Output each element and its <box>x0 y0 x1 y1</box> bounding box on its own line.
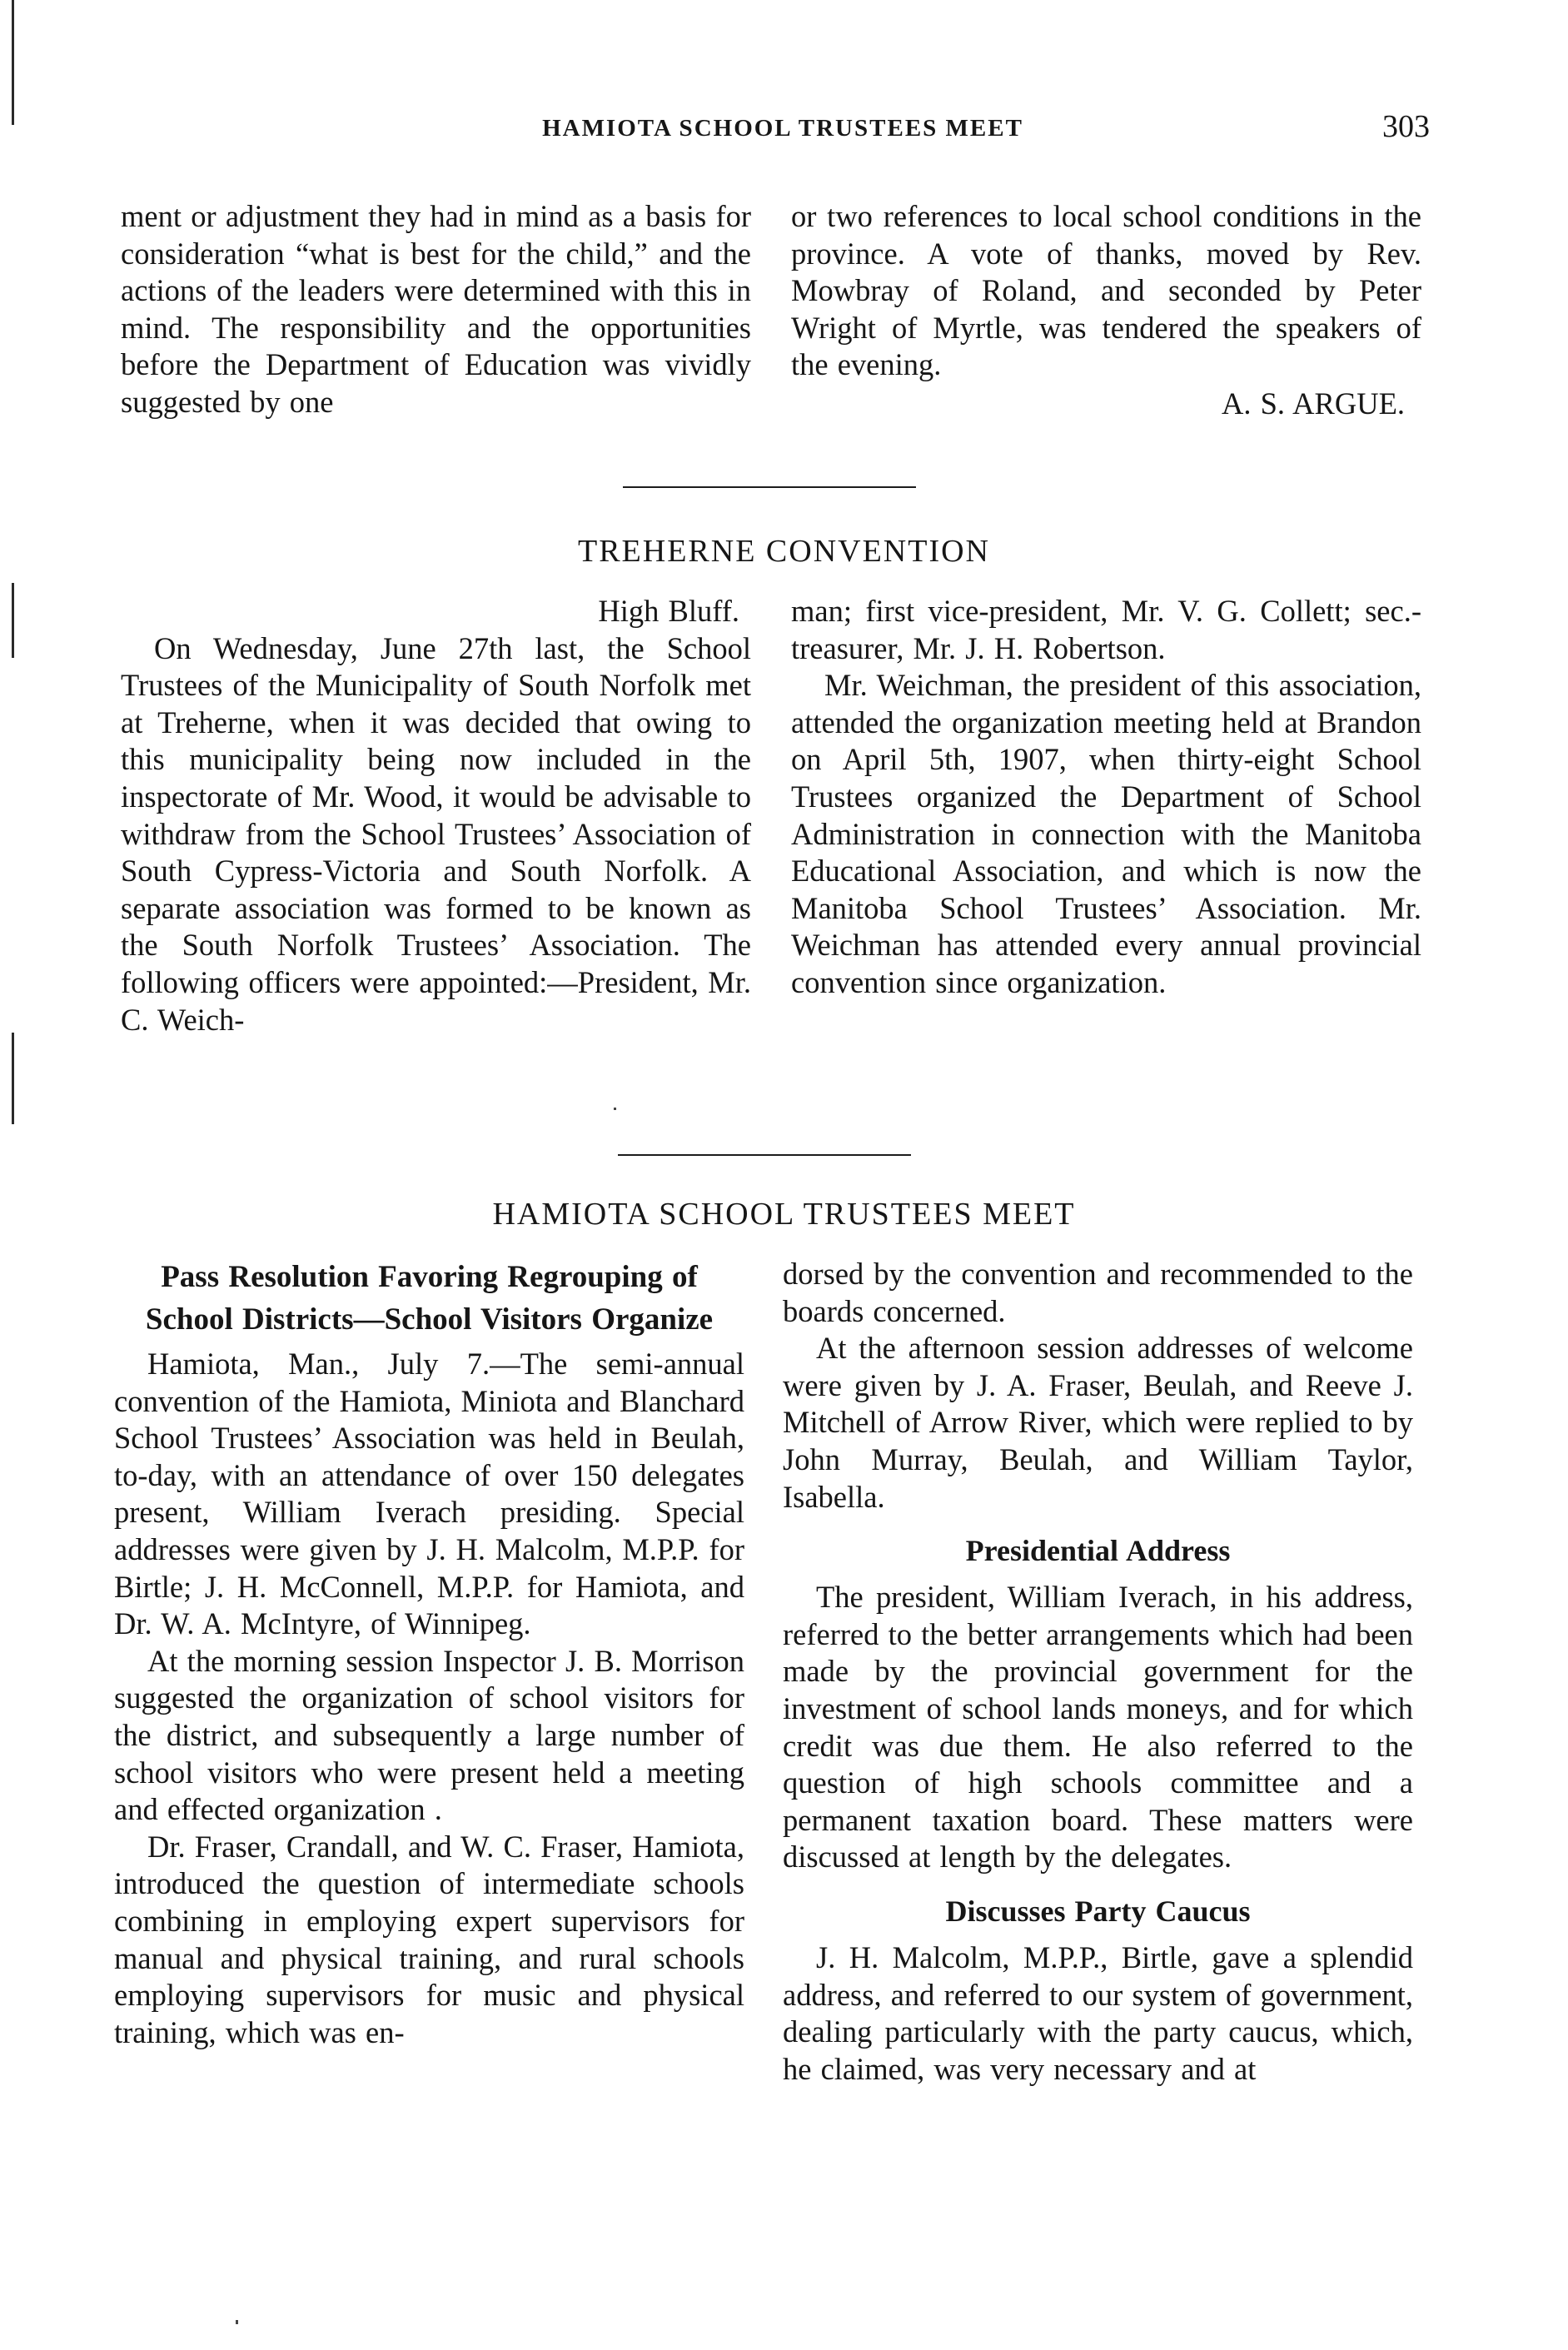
scan-speck <box>236 2320 238 2324</box>
top-left-paragraph: ment or adjustment they had in mind as a basis for consideration “what is best for the child,” and the actions of the leaders were determined with this in mind. The responsibility and the opportunities before the Department of Education was vividly suggested by one <box>121 199 751 419</box>
scan-edge-line <box>12 583 14 658</box>
signature: A. S. ARGUE. <box>1222 386 1405 421</box>
top-left-column <box>121 198 751 421</box>
hamiota-left-paragraph: Dr. Fraser, Crandall, and W. C. Fraser, Hamiota, introduced the question of intermediate schools combining in employing expert supervisors for manual and physical training, and rural schools employing supervisors for music and physical training, which was en- <box>114 1829 744 2049</box>
scan-speck <box>614 1108 616 1110</box>
hamiota-right-paragraph: J. H. Malcolm, M.P.P., Birtle, gave a splendid address, and referred to our system of government, dealing particularly with the party caucus, which, he claimed, was very necessary and at <box>783 1939 1413 2086</box>
treherne-right-column <box>791 593 1421 1002</box>
hamiota-right-paragraph: dorsed by the convention and recommended to the boards concerned. <box>783 1257 1413 1328</box>
treherne-right-paragraph: man; first vice-president, Mr. V. G. Collett; sec.-treasurer, Mr. J. H. Robertson. <box>791 594 1421 665</box>
section-divider <box>618 1154 911 1156</box>
hamiota-right-column <box>783 1256 1413 2088</box>
section-divider <box>623 486 916 488</box>
presidential-address-subhead: Presidential Address <box>965 1534 1231 1568</box>
treherne-title: TREHERNE CONVENTION <box>577 534 990 569</box>
hamiota-right-paragraph: The president, William Iverach, in his address, referred to the better arrangements which had been made by the provincial government for the investment of school lands moneys, and for which credit was due them. He also referred to the question of high schools committee and a permanent taxation board. These matters were discussed at length by the delegates. <box>783 1580 1413 1875</box>
top-right-paragraph: or two references to local school conditions in the province. A vote of thanks, moved by Rev. Mowbray of Roland, and seconded by Peter Wright of Myrtle, was tendered the speakers of the evening. <box>791 199 1421 382</box>
running-head: HAMIOTA SCHOOL TRUSTEES MEET <box>542 115 1023 142</box>
treherne-right-paragraph: Mr. Weichman, the president of this association, attended the organization meeting held at Brandon on April 5th, 1907, when thirty-eight School Trustees organized the Department of School Administration in connection with the Manitoba Educational Association, and which is now the Manitoba School Trustees’ Association. Mr. Weichman has attended every annual provincial convention since organization. <box>791 668 1421 999</box>
treherne-left-column <box>121 593 751 1038</box>
hamiota-title: HAMIOTA SCHOOL TRUSTEES MEET <box>492 1197 1076 1232</box>
hamiota-left-column <box>114 1256 744 2051</box>
treherne-left-paragraph: On Wednesday, June 27th last, the School Trustees of the Municipality of South Norfolk met at Treherne, when it was decided that owing to this municipality being now included in the inspectorate of Mr. Wood, it would be advisable to withdraw from the School Trustees’ Association of South Cypress-Victoria and South Norfolk. A separate association was formed to be known as the South Norfolk Trustees’ Association. The following officers were appointed:—President, Mr. C. Weich- <box>121 630 751 1037</box>
treherne-dateline: High Bluff. <box>598 594 739 628</box>
top-right-column <box>791 198 1421 423</box>
party-caucus-subhead: Discusses Party Caucus <box>945 1894 1251 1928</box>
hamiota-right-paragraph: At the afternoon session addresses of welcome were given by J. A. Fraser, Beulah, and Reeve J. Mitchell of Arrow River, which were replied to by John Murray, Beulah, and William Taylor, Isabella. <box>783 1331 1413 1514</box>
hamiota-headline: Pass Resolution Favoring Regrouping of School Districts—School Visitors Organize <box>145 1260 714 1337</box>
scan-edge-line <box>12 0 14 125</box>
hamiota-left-paragraph: Hamiota, Man., July 7.—The semi-annual convention of the Hamiota, Miniota and Blanchard School Trustees’ Association was held in Beulah, to-day, with an attendance of over 150 delegates present, William Iverach presiding. Special addresses were given by J. H. Malcolm, M.P.P. for Birtle; J. H. McConnell, M.P.P. for Hamiota, and Dr. W. A. McIntyre, of Winnipeg. <box>114 1347 745 1641</box>
page-number: 303 <box>1382 109 1430 144</box>
scan-edge-line <box>12 1033 14 1124</box>
hamiota-left-paragraph: At the morning session Inspector J. B. Morrison suggested the organization of school visitors for the district, and subsequently a large number of school visitors who were present held a meeting and effected organization . <box>114 1643 744 1827</box>
